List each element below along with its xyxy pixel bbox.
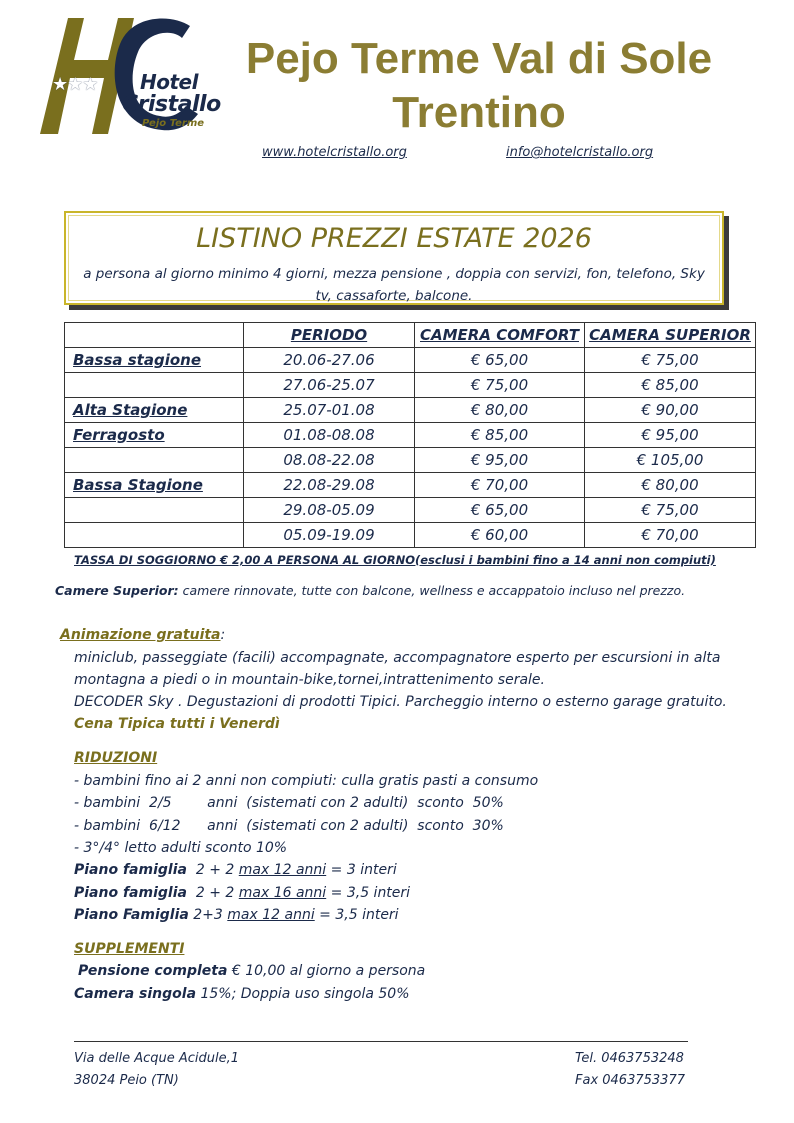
superior-rooms-note: [55, 583, 685, 598]
header-cell-comfort: CAMERA COMFORT: [415, 323, 585, 348]
season-cell: [65, 373, 244, 398]
supplementi-heading-row: [74, 941, 184, 957]
piano-famiglia-2-post: = 3,5 interi: [326, 885, 411, 901]
piano-famiglia-1-post: = 3 interi: [326, 862, 397, 878]
table-row: [65, 373, 756, 398]
header-cell-season: [65, 323, 244, 348]
header-cell-period: PERIODO: [244, 323, 415, 348]
comfort-price-cell: € 65,00: [415, 498, 585, 523]
table-row: [65, 423, 756, 448]
period-cell: 22.08-29.08: [244, 473, 415, 498]
page-title-line2: Trentino: [392, 88, 566, 137]
table-row: [65, 523, 756, 548]
pensione-completa-text: € 10,00 al giorno a persona: [227, 963, 426, 979]
season-cell: Bassa stagione: [65, 348, 244, 373]
riduzioni-line-2: - bambini 2/5 anni (sistemati con 2 adulti) sconto 50%: [74, 795, 504, 811]
comfort-price-cell: € 85,00: [415, 423, 585, 448]
superior-note-label: Camere Superior:: [55, 583, 179, 598]
season-cell: Alta Stagione: [65, 398, 244, 423]
superior-price-cell: € 85,00: [585, 373, 756, 398]
superior-price-cell: € 75,00: [585, 498, 756, 523]
logo-hotel-word: Hotel: [140, 70, 198, 94]
comfort-price-cell: € 60,00: [415, 523, 585, 548]
footer-divider: [74, 1041, 688, 1042]
piano-famiglia-2-label: Piano famiglia: [74, 885, 187, 901]
animazione-colon: :: [220, 627, 226, 643]
comfort-price-cell: € 95,00: [415, 448, 585, 473]
table-row: [65, 448, 756, 473]
riduzioni-heading-row: [74, 750, 157, 766]
superior-price-cell: € 95,00: [585, 423, 756, 448]
footer-phone: Tel. 0463753248: [575, 1051, 684, 1066]
supplementi-heading: SUPPLEMENTI: [74, 941, 185, 957]
piano-famiglia-3-post: = 3,5 interi: [314, 907, 399, 923]
piano-famiglia-3-pre: 2+3: [188, 907, 228, 923]
period-cell: 27.06-25.07: [244, 373, 415, 398]
comfort-price-cell: € 80,00: [415, 398, 585, 423]
price-list-box: [64, 211, 724, 305]
season-cell: Ferragosto: [65, 423, 244, 448]
piano-famiglia-3-label: Piano Famiglia: [74, 907, 189, 923]
logo-name-word: Cristallo: [122, 92, 221, 117]
piano-famiglia-1: [74, 862, 397, 878]
logo-place-word: Pejo Terme: [142, 118, 205, 129]
price-list-subtitle: a persona al giorno minimo 4 giorni, mezza pensione , doppia con servizi, fon, telefono, Sky tv, cassaforte, balcone.: [83, 266, 705, 304]
season-cell: [65, 448, 244, 473]
riduzioni-line-4: - 3°/4° letto adulti sconto 10%: [74, 840, 288, 856]
price-list-heading: LISTINO PREZZI ESTATE 2026: [196, 223, 592, 254]
camera-singola-text: 15%; Doppia uso singola 50%: [196, 986, 410, 1002]
superior-price-cell: € 90,00: [585, 398, 756, 423]
website-link[interactable]: www.hotelcristallo.org: [262, 145, 407, 160]
piano-famiglia-2-age: max 16 anni: [238, 885, 327, 901]
season-cell: [65, 523, 244, 548]
price-table: [64, 322, 756, 548]
supplementi-line-2: [74, 986, 410, 1002]
riduzioni-heading: RIDUZIONI: [74, 750, 158, 766]
table-row: [65, 473, 756, 498]
period-cell: 25.07-01.08: [244, 398, 415, 423]
animazione-line-1: miniclub, passeggiate (facili) accompagnate, accompagnatore esperto per escursioni in alta: [74, 650, 721, 666]
piano-famiglia-3: [74, 907, 399, 923]
superior-note-text: camere rinnovate, tutte con balcone, wellness e accappatoio incluso nel prezzo.: [178, 583, 686, 598]
animazione-line-3: DECODER Sky . Degustazioni di prodotti Tipici. Parcheggio interno o esterno garage gratuito.: [74, 694, 727, 710]
season-cell: Bassa Stagione: [65, 473, 244, 498]
riduzioni-line-1: - bambini fino ai 2 anni non compiuti: culla gratis pasti a consumo: [74, 773, 539, 789]
tourist-tax-note: TASSA DI SOGGIORNO € 2,00 A PERSONA AL GIORNO(esclusi i bambini fino a 14 anni non compiuti): [74, 553, 716, 567]
period-cell: 05.09-19.09: [244, 523, 415, 548]
page-title-line1: Pejo Terme Val di Sole: [245, 34, 713, 83]
comfort-price-cell: € 75,00: [415, 373, 585, 398]
piano-famiglia-3-age: max 12 anni: [227, 907, 315, 923]
header-cell-superior: CAMERA SUPERIOR: [585, 323, 756, 348]
piano-famiglia-1-age: max 12 anni: [238, 862, 327, 878]
email-link[interactable]: info@hotelcristallo.org: [506, 145, 654, 160]
footer-address-line-2: 38024 Peio (TN): [74, 1073, 179, 1088]
period-cell: 01.08-08.08: [244, 423, 415, 448]
animazione-heading-row: [60, 627, 225, 643]
superior-price-cell: € 80,00: [585, 473, 756, 498]
pensione-completa-label: Pensione completa: [78, 963, 228, 979]
table-row: [65, 348, 756, 373]
footer-address-line-1: Via delle Acque Acidule,1: [74, 1051, 240, 1066]
piano-famiglia-1-label: Piano famiglia: [74, 862, 187, 878]
table-row: [65, 398, 756, 423]
superior-price-cell: € 105,00: [585, 448, 756, 473]
three-stars-icon: ★★★: [52, 74, 98, 95]
piano-famiglia-2: [74, 885, 410, 901]
period-cell: 29.08-05.09: [244, 498, 415, 523]
riduzioni-line-3: - bambini 6/12 anni (sistemati con 2 adulti) sconto 30%: [74, 818, 504, 834]
animazione-line-2: montagna a piedi o in mountain-bike,tornei,intrattenimento serale.: [74, 672, 545, 688]
animazione-line-4: Cena Tipica tutti i Venerdì: [74, 716, 280, 732]
table-header-row: [65, 323, 756, 348]
hotel-logo: [22, 14, 222, 138]
period-cell: 20.06-27.06: [244, 348, 415, 373]
supplementi-line-1: [78, 963, 425, 979]
animazione-heading: Animazione gratuita: [60, 627, 221, 643]
piano-famiglia-2-pre: 2 + 2: [186, 885, 239, 901]
footer-fax: Fax 0463753377: [575, 1073, 685, 1088]
table-row: [65, 498, 756, 523]
comfort-price-cell: € 70,00: [415, 473, 585, 498]
superior-price-cell: € 75,00: [585, 348, 756, 373]
season-cell: [65, 498, 244, 523]
piano-famiglia-1-pre: 2 + 2: [186, 862, 239, 878]
superior-price-cell: € 70,00: [585, 523, 756, 548]
period-cell: 08.08-22.08: [244, 448, 415, 473]
comfort-price-cell: € 65,00: [415, 348, 585, 373]
camera-singola-label: Camera singola: [74, 986, 197, 1002]
